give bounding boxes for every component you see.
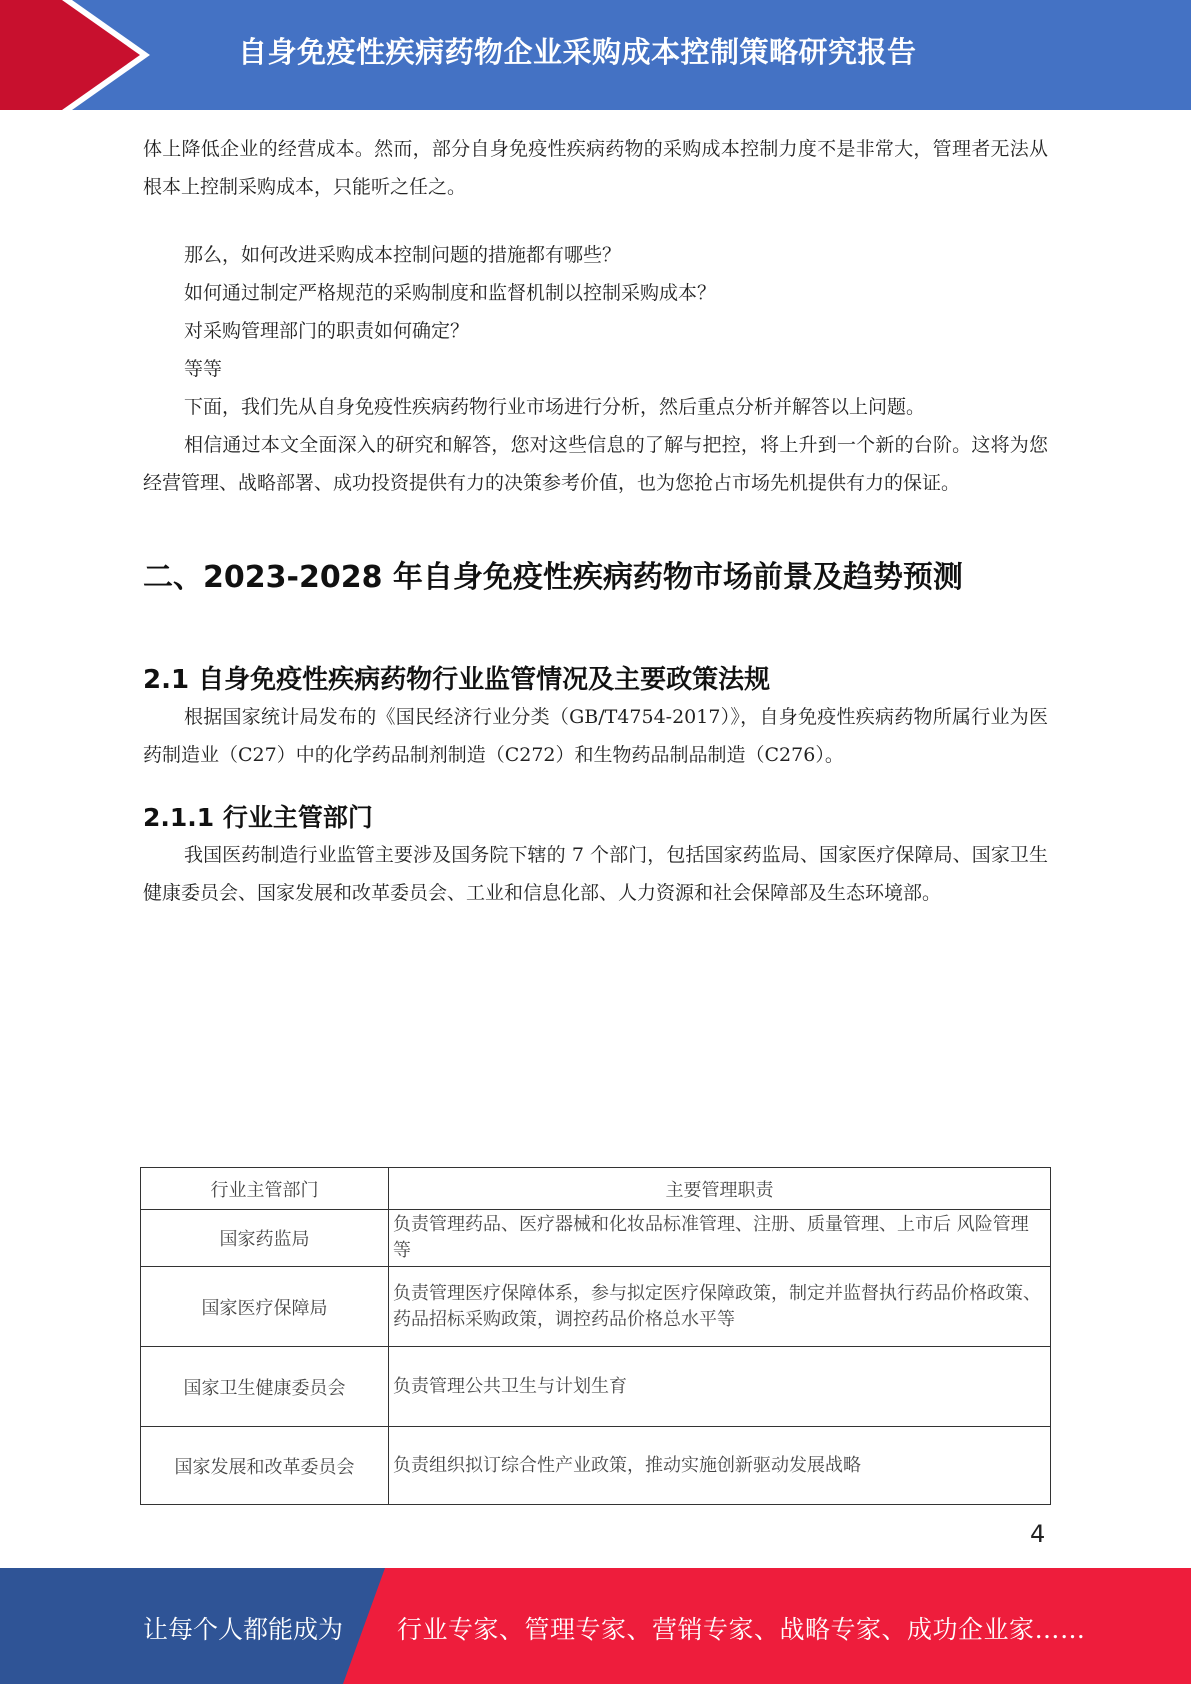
table-row [141, 1427, 1051, 1505]
document-body [143, 130, 1048, 912]
footer-slogan-right: 行业专家、管理专家、营销专家、战略专家、成功企业家…… [397, 1615, 1086, 1644]
analysis-paragraph: 下面，我们先从自身免疫性疾病药物行业市场进行分析，然后重点分析并解答以上问题。 [184, 396, 926, 418]
table-header-row [141, 1168, 1051, 1210]
question-item: 那么，如何改进采购成本控制问题的措施都有哪些？ [184, 244, 622, 266]
page-header [0, 0, 1191, 110]
duty-cell: 负责管理药品、医疗器械和化妆品标准管理、注册、质量管理、上市后 风险管理等 [389, 1210, 1051, 1267]
table-row [141, 1210, 1051, 1267]
duty-cell: 负责管理公共卫生与计划生育 [389, 1347, 1051, 1427]
question-list [143, 236, 1048, 388]
section-heading: 二、2023-2028 年自身免疫性疾病药物市场前景及趋势预测 [143, 560, 963, 595]
duty-cell: 负责组织拟订综合性产业政策，推动实施创新驱动发展战略 [389, 1427, 1051, 1505]
dept-cell: 国家医疗保障局 [141, 1267, 389, 1347]
report-title: 自身免疫性疾病药物企业采购成本控制策略研究报告 [238, 35, 917, 69]
intro-paragraph: 体上降低企业的经营成本。然而，部分自身免疫性疾病药物的采购成本控制力度不是非常大，管理者无法从根本上控制采购成本，只能听之任之。 [143, 138, 1048, 198]
departments-paragraph: 我国医药制造行业监管主要涉及国务院下辖的 7 个部门，包括国家药监局、国家医疗保障局、国家卫生健康委员会、国家发展和改革委员会、工业和信息化部、人力资源和社会保障部及生态环境部。 [143, 844, 1048, 904]
footer-slogan-left: 让每个人都能成为 [143, 1615, 344, 1644]
question-item: 对采购管理部门的职责如何确定？ [184, 320, 470, 342]
page-number: 4 [1030, 1520, 1046, 1548]
question-item: 等等 [184, 358, 223, 380]
question-item: 如何通过制定严格规范的采购制度和监督机制以控制采购成本？ [184, 282, 717, 304]
table-row [141, 1347, 1051, 1427]
subsubsection-heading: 2.1.1 行业主管部门 [143, 803, 373, 832]
table-header-cell: 主要管理职责 [389, 1168, 1051, 1210]
duty-cell: 负责管理医疗保障体系，参与拟定医疗保障政策，制定并监督执行药品价格政策、药品招标采购政策，调控药品价格总水平等 [389, 1267, 1051, 1347]
dept-cell: 国家药监局 [141, 1210, 389, 1267]
dept-cell: 国家发展和改革委员会 [141, 1427, 389, 1505]
believe-paragraph: 相信通过本文全面深入的研究和解答，您对这些信息的了解与把控，将上升到一个新的台阶。这将为您经营管理、战略部署、成功投资提供有力的决策参考价值，也为您抢占市场先机提供有力的保证。 [143, 434, 1048, 494]
header-chevron-icon [0, 0, 140, 110]
subsection-heading: 2.1 自身免疫性疾病药物行业监管情况及主要政策法规 [143, 665, 771, 695]
table-header-cell: 行业主管部门 [141, 1168, 389, 1210]
page-footer [0, 1568, 1191, 1684]
table-row [141, 1267, 1051, 1347]
dept-cell: 国家卫生健康委员会 [141, 1347, 389, 1427]
classification-paragraph: 根据国家统计局发布的《国民经济行业分类（GB/T4754-2017）》，自身免疫性疾病药物所属行业为医药制造业（C27）中的化学药品制剂制造（C272）和生物药品制品制造（C276）。 [143, 706, 1048, 766]
departments-table [140, 1167, 1051, 1505]
